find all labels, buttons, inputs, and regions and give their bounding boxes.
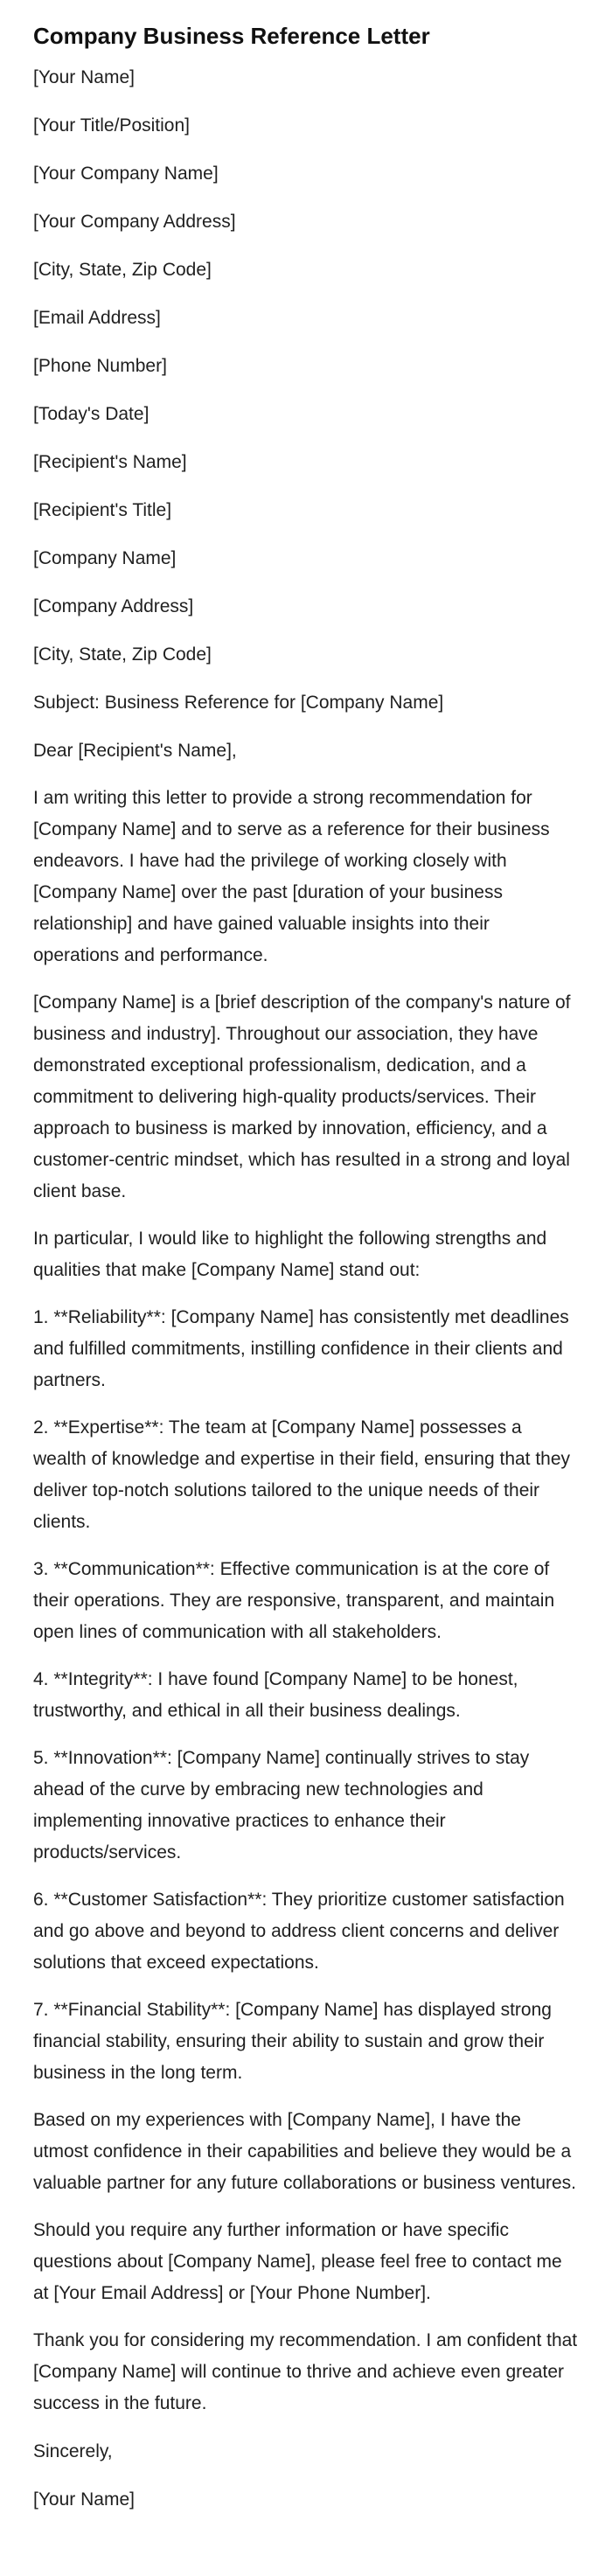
strength-item-customer-satisfaction: 6. **Customer Satisfaction**: They prioritize customer satisfaction and go above and beyond to address client concerns and deliver solutions that exceed expectations. (33, 1890, 565, 1973)
strength-item-innovation: 5. **Innovation**: [Company Name] continually strives to stay ahead of the curve by embracing new technologies and implementing innovative practices to enhance their products/services. (33, 1748, 530, 1862)
sender-title: [Your Title/Position] (33, 115, 190, 136)
subject-line: Subject: Business Reference for [Company Name] (33, 693, 444, 713)
sender-company-address: [Your Company Address] (33, 212, 236, 232)
letter-date: [Today's Date] (33, 404, 150, 424)
sender-company-name: [Your Company Name] (33, 164, 219, 184)
recipient-name: [Recipient's Name] (33, 452, 187, 472)
body-paragraph-contact: Should you require any further information or have specific questions about [Company Name], please feel free to contact me at [Your Email Address] or [Your Phone Number]. (33, 2220, 562, 2303)
body-paragraph-company-description: [Company Name] is a [brief description of the company's nature of business and industry]. Throughout our association, they have demonstrated exceptional professionalism, dedication, and a commitment to delivering high-quality products/services. Their approach to business is marked by innovation, efficiency, and a customer-centric mindset, which has resulted in a strong and loyal client base. (33, 992, 571, 1201)
recipient-company-address: [Company Address] (33, 596, 194, 616)
sender-phone: [Phone Number] (33, 356, 167, 376)
body-paragraph-intro: I am writing this letter to provide a strong recommendation for [Company Name] and to serve as a reference for their business endeavors. I have had the privilege of working closely with [Company Name] over the past [duration of your business relationship] and have gained valuable insights into their operations and performance. (33, 788, 550, 965)
recipient-city-state-zip: [City, State, Zip Code] (33, 644, 212, 665)
sender-city-state-zip: [City, State, Zip Code] (33, 260, 212, 280)
strength-item-integrity: 4. **Integrity**: I have found [Company Name] to be honest, trustworthy, and ethical in all their business dealings. (33, 1669, 518, 1721)
sender-name: [Your Name] (33, 67, 135, 87)
strength-item-reliability: 1. **Reliability**: [Company Name] has consistently met deadlines and fulfilled commitments, instilling confidence in their clients and partners. (33, 1307, 569, 1390)
sender-email: [Email Address] (33, 308, 161, 328)
closing: Sincerely, (33, 2441, 113, 2461)
body-paragraph-thanks: Thank you for considering my recommendation. I am confident that [Company Name] will continue to thrive and achieve even greater success in the future. (33, 2330, 578, 2413)
strength-item-communication: 3. **Communication**: Effective communication is at the core of their operations. They are responsive, transparent, and maintain open lines of communication with all stakeholders. (33, 1559, 555, 1642)
body-paragraph-highlight-intro: In particular, I would like to highlight the following strengths and qualities that make [Company Name] stand out: (33, 1229, 547, 1280)
salutation: Dear [Recipient's Name], (33, 741, 237, 761)
body-paragraph-confidence: Based on my experiences with [Company Name], I have the utmost confidence in their capabilities and believe they would be a valuable partner for any future collaborations or business ventures. (33, 2110, 577, 2193)
letter-title: Company Business Reference Letter (33, 23, 430, 49)
strength-item-financial-stability: 7. **Financial Stability**: [Company Name] has displayed strong financial stability, ensuring their ability to sustain and grow their business in the long term. (33, 2000, 552, 2083)
signature-name: [Your Name] (33, 2489, 135, 2510)
recipient-company-name: [Company Name] (33, 548, 177, 568)
recipient-title: [Recipient's Title] (33, 500, 172, 520)
strength-item-expertise: 2. **Expertise**: The team at [Company Name] possesses a wealth of knowledge and expertise in their field, ensuring that they deliver top-notch solutions tailored to the unique needs of their clients. (33, 1417, 571, 1532)
